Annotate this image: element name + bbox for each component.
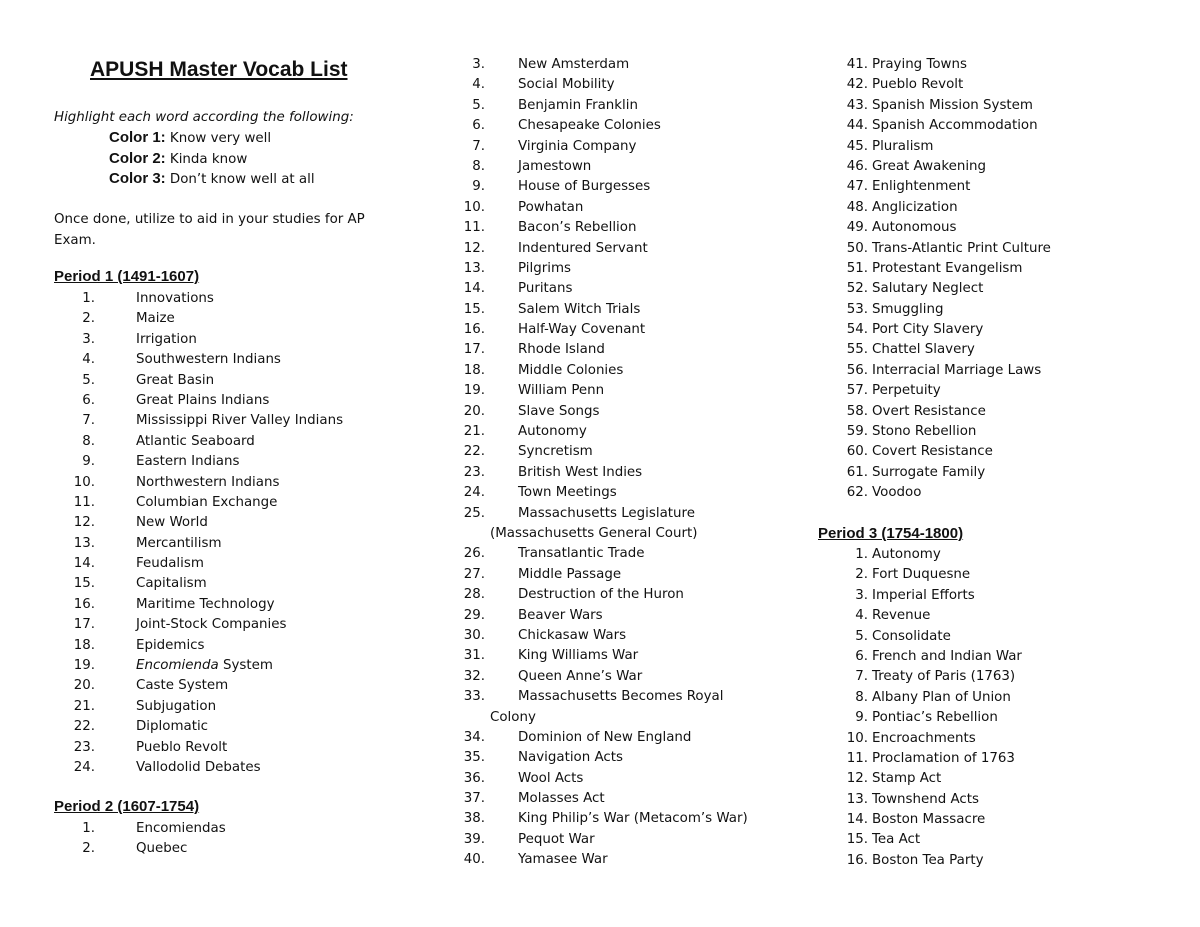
color-2-line — [54, 149, 384, 169]
item-text: Atlantic Seaboard — [136, 433, 255, 449]
item-text: Eastern Indians — [136, 454, 240, 470]
item-number: 20. — [463, 403, 485, 419]
item-text: New Amsterdam — [518, 57, 630, 72]
item-number: 15. — [846, 832, 868, 848]
item-text: Chattel Slavery — [872, 342, 975, 358]
item-number: 52. — [846, 281, 868, 297]
item-text: Pueblo Revolt — [872, 77, 964, 93]
item-text: British West Indies — [518, 464, 643, 480]
item-text: Encomiendas — [136, 821, 226, 836]
item-number: 62. — [846, 485, 868, 501]
item-number: 5. — [82, 372, 95, 388]
item-number: 37. — [463, 791, 485, 807]
note-paragraph — [54, 209, 384, 251]
item-number: 42. — [846, 77, 868, 93]
item-text: Pilgrims — [518, 260, 571, 276]
item-number: 46. — [846, 158, 868, 174]
item-number: 51. — [846, 260, 868, 276]
item-text: Northwestern Indians — [136, 474, 280, 490]
color-3-label: Color 3: — [109, 170, 166, 188]
item-number: 8. — [472, 158, 485, 174]
item-number: 11. — [846, 750, 868, 766]
item-text: Encomienda System — [136, 658, 273, 674]
item-number: 4. — [472, 77, 485, 93]
item-number: 15. — [73, 576, 95, 592]
note-line-1: Once done, utilize to aid in your studies for AP — [54, 211, 365, 227]
item-text: Southwestern Indians — [136, 352, 281, 368]
item-text: New World — [136, 515, 208, 531]
item-number: 7. — [82, 413, 95, 429]
item-number: 60. — [846, 444, 868, 460]
item-text: Innovations — [136, 291, 214, 306]
item-text: Pontiac’s Rebellion — [872, 710, 998, 726]
item-number: 48. — [846, 199, 868, 215]
item-text: Overt Resistance — [872, 403, 986, 419]
item-number: 16. — [73, 596, 95, 612]
item-text: Autonomy — [872, 547, 941, 562]
item-number: 19. — [73, 658, 95, 674]
item-number: 2. — [82, 311, 95, 327]
color-1-label: Color 1: — [109, 129, 166, 147]
item-number: 12. — [463, 240, 485, 256]
item-number: 28. — [463, 587, 485, 603]
item-text: Slave Songs — [518, 403, 600, 419]
item-number: 13. — [73, 535, 95, 551]
item-text: Capitalism — [136, 576, 207, 592]
item-text: Boston Tea Party — [872, 852, 984, 868]
item-text: Middle Passage — [518, 566, 622, 582]
item-number: 22. — [73, 719, 95, 735]
item-number: 38. — [463, 811, 485, 827]
item-number: 23. — [73, 739, 95, 755]
item-number: 47. — [846, 179, 868, 195]
item-text: Bacon’s Rebellion — [518, 220, 637, 236]
item-number: 5. — [472, 97, 485, 113]
item-number: 16. — [463, 322, 485, 338]
item-number: 6. — [855, 648, 868, 664]
item-text: Chickasaw Wars — [518, 627, 627, 643]
item-number: 8. — [855, 689, 868, 705]
item-text: Wool Acts — [518, 770, 584, 786]
item-number: 22. — [463, 444, 485, 460]
item-text: Townshend Acts — [872, 791, 979, 807]
item-text: Stono Rebellion — [872, 424, 977, 440]
item-text: Mississippi River Valley Indians — [136, 413, 344, 429]
item-text: Diplomatic — [136, 719, 209, 735]
item-text: Half-Way Covenant — [518, 322, 646, 338]
instructions-text: Highlight each word according the following: — [54, 110, 354, 125]
item-number: 21. — [73, 698, 95, 714]
item-text: Joint-Stock Companies — [136, 617, 287, 633]
item-text: King Williams War — [518, 648, 639, 664]
period-2-heading: Period 2 (1607-1754) — [54, 798, 200, 815]
item-text: French and Indian War — [872, 648, 1022, 664]
item-text: Town Meetings — [518, 485, 617, 501]
item-number: 4. — [82, 352, 95, 368]
item-text: Trans-Atlantic Print Culture — [872, 240, 1051, 256]
item-text: Pequot War — [518, 831, 595, 847]
item-number: 43. — [846, 97, 868, 113]
item-number: 1. — [855, 547, 868, 562]
item-text: Perpetuity — [872, 383, 941, 399]
item-text: Massachusetts Becomes Royal — [518, 689, 724, 705]
item-number: 49. — [846, 220, 868, 236]
item-number: 55. — [846, 342, 868, 358]
item-number: 36. — [463, 770, 485, 786]
item-text: Salem Witch Trials — [518, 301, 641, 317]
item-text: Interracial Marriage Laws — [872, 362, 1042, 378]
item-number: 2. — [82, 841, 95, 857]
item-number: 17. — [463, 342, 485, 358]
item-text: Great Basin — [136, 372, 215, 388]
item-text: Revenue — [872, 608, 931, 624]
item-text: (Massachusetts General Court) — [490, 525, 698, 541]
item-text: Autonomous — [872, 220, 957, 236]
item-text: Queen Anne’s War — [518, 668, 643, 684]
item-text: Protestant Evangelism — [872, 260, 1023, 276]
item-number: 33. — [463, 689, 485, 705]
item-number: 59. — [846, 424, 868, 440]
color-3-text: Don’t know well at all — [165, 172, 315, 188]
item-text: Columbian Exchange — [136, 494, 278, 510]
item-text: Enlightenment — [872, 179, 971, 195]
item-number: 31. — [463, 648, 485, 664]
item-number: 9. — [855, 710, 868, 726]
item-number: 26. — [463, 546, 485, 562]
item-text: Colony — [490, 709, 536, 725]
item-number: 5. — [855, 628, 868, 644]
item-number: 4. — [855, 608, 868, 624]
item-text: Destruction of the Huron — [518, 587, 684, 603]
item-text: House of Burgesses — [518, 179, 651, 195]
item-number: 17. — [73, 617, 95, 633]
item-number: 13. — [846, 791, 868, 807]
item-text: Caste System — [136, 678, 229, 694]
item-text: Great Awakening — [872, 158, 987, 174]
item-text: Voodoo — [872, 485, 922, 501]
item-text: Boston Massacre — [872, 812, 986, 828]
item-number: 10. — [73, 474, 95, 490]
item-number: 1. — [82, 291, 95, 306]
item-number: 8. — [82, 433, 95, 449]
item-text: King Philip’s War (Metacom’s War) — [518, 811, 748, 827]
item-number: 2. — [855, 567, 868, 583]
item-text: Benjamin Franklin — [518, 97, 638, 113]
item-text: Great Plains Indians — [136, 392, 270, 408]
item-text: Anglicization — [872, 199, 958, 215]
item-text: Rhode Island — [518, 342, 605, 358]
item-number: 30. — [463, 627, 485, 643]
item-text: Encroachments — [872, 730, 976, 746]
item-text: Yamasee War — [518, 852, 608, 868]
item-text: Surrogate Family — [872, 464, 986, 480]
item-text: Puritans — [518, 281, 573, 297]
item-text: Imperial Efforts — [872, 587, 975, 603]
color-1-text: Know very well — [165, 131, 272, 147]
item-text: Jamestown — [518, 158, 592, 174]
item-number: 32. — [463, 668, 485, 684]
item-number: 18. — [463, 362, 485, 378]
item-number: 13. — [463, 260, 485, 276]
item-number: 7. — [855, 669, 868, 685]
item-number: 44. — [846, 118, 868, 134]
item-number: 11. — [73, 494, 95, 510]
item-text: Tea Act — [872, 832, 921, 848]
item-number: 61. — [846, 464, 868, 480]
color-2-label: Color 2: — [109, 149, 166, 167]
item-text: Social Mobility — [518, 77, 615, 93]
item-text: Molasses Act — [518, 791, 605, 807]
item-number: 18. — [73, 637, 95, 653]
item-text: Pluralism — [872, 138, 934, 154]
item-number: 24. — [73, 759, 95, 775]
item-number: 23. — [463, 464, 485, 480]
item-number: 40. — [463, 852, 485, 868]
item-text: Vallodolid Debates — [136, 759, 261, 775]
item-number: 50. — [846, 240, 868, 256]
item-text: William Penn — [518, 383, 605, 399]
item-text: Proclamation of 1763 — [872, 750, 1015, 766]
item-number: 14. — [846, 812, 868, 828]
intro-block — [54, 108, 384, 251]
item-number: 56. — [846, 362, 868, 378]
item-number: 20. — [73, 678, 95, 694]
item-text: Albany Plan of Union — [872, 689, 1011, 705]
item-number: 14. — [73, 556, 95, 572]
item-number: 25. — [463, 505, 485, 521]
item-text: Covert Resistance — [872, 444, 993, 460]
item-text: Praying Towns — [872, 57, 967, 72]
item-number: 54. — [846, 322, 868, 338]
note-line-2: Exam. — [54, 232, 96, 248]
item-number: 34. — [463, 729, 485, 745]
item-text: Epidemics — [136, 637, 205, 653]
page-title: APUSH Master Vocab List — [90, 58, 348, 81]
item-number: 16. — [846, 852, 868, 868]
item-text: Chesapeake Colonies — [518, 118, 661, 134]
item-text: Feudalism — [136, 556, 204, 572]
item-number: 21. — [463, 424, 485, 440]
item-number: 10. — [846, 730, 868, 746]
item-number: 6. — [472, 118, 485, 134]
item-number: 35. — [463, 750, 485, 766]
item-number: 39. — [463, 831, 485, 847]
item-number: 11. — [463, 220, 485, 236]
item-text: Maritime Technology — [136, 596, 275, 612]
item-text: Pueblo Revolt — [136, 739, 228, 755]
item-number: 57. — [846, 383, 868, 399]
item-number: 53. — [846, 301, 868, 317]
item-text: Smuggling — [872, 301, 944, 317]
item-text: Autonomy — [518, 424, 587, 440]
period-3-heading: Period 3 (1754-1800) — [818, 525, 964, 542]
item-number: 19. — [463, 383, 485, 399]
item-number: 24. — [463, 485, 485, 501]
item-number: 3. — [82, 331, 95, 347]
item-number: 29. — [463, 607, 485, 623]
item-text: Consolidate — [872, 628, 951, 644]
item-text: Irrigation — [136, 331, 197, 347]
item-text: Maize — [136, 311, 175, 327]
item-number: 58. — [846, 403, 868, 419]
item-text: Treaty of Paris (1763) — [872, 669, 1016, 685]
item-text: Spanish Accommodation — [872, 118, 1038, 134]
item-text: Powhatan — [518, 199, 584, 215]
item-number: 3. — [472, 57, 485, 72]
item-number: 15. — [463, 301, 485, 317]
item-text: Fort Duquesne — [872, 567, 971, 583]
period-1-heading: Period 1 (1491-1607) — [54, 268, 200, 285]
item-number: 10. — [463, 199, 485, 215]
color-1-line — [54, 128, 384, 148]
item-number: 7. — [472, 138, 485, 154]
color-2-text: Kinda know — [165, 151, 248, 167]
item-number: 12. — [846, 771, 868, 787]
item-number: 12. — [73, 515, 95, 531]
item-text: Beaver Wars — [518, 607, 603, 623]
item-text: Syncretism — [518, 444, 593, 460]
color-3-line — [54, 169, 384, 189]
item-number: 27. — [463, 566, 485, 582]
item-number: 3. — [855, 587, 868, 603]
item-text: Salutary Neglect — [872, 281, 984, 297]
item-number: 9. — [82, 454, 95, 470]
item-text: Middle Colonies — [518, 362, 624, 378]
item-text: Stamp Act — [872, 771, 942, 787]
item-text: Port City Slavery — [872, 322, 984, 338]
item-number: 14. — [463, 281, 485, 297]
item-text: Quebec — [136, 841, 188, 857]
item-text: Indentured Servant — [518, 240, 648, 256]
item-text: Mercantilism — [136, 535, 222, 551]
item-text: Subjugation — [136, 698, 217, 714]
item-text: Dominion of New England — [518, 729, 692, 745]
item-text: Virginia Company — [518, 138, 637, 154]
item-number: 41. — [846, 57, 868, 72]
item-number: 1. — [82, 821, 95, 836]
item-text: Massachusetts Legislature — [518, 505, 695, 521]
item-text: Spanish Mission System — [872, 97, 1033, 113]
item-number: 9. — [472, 179, 485, 195]
item-text: Navigation Acts — [518, 750, 623, 766]
item-number: 6. — [82, 392, 95, 408]
item-text: Transatlantic Trade — [518, 546, 645, 562]
item-number: 45. — [846, 138, 868, 154]
